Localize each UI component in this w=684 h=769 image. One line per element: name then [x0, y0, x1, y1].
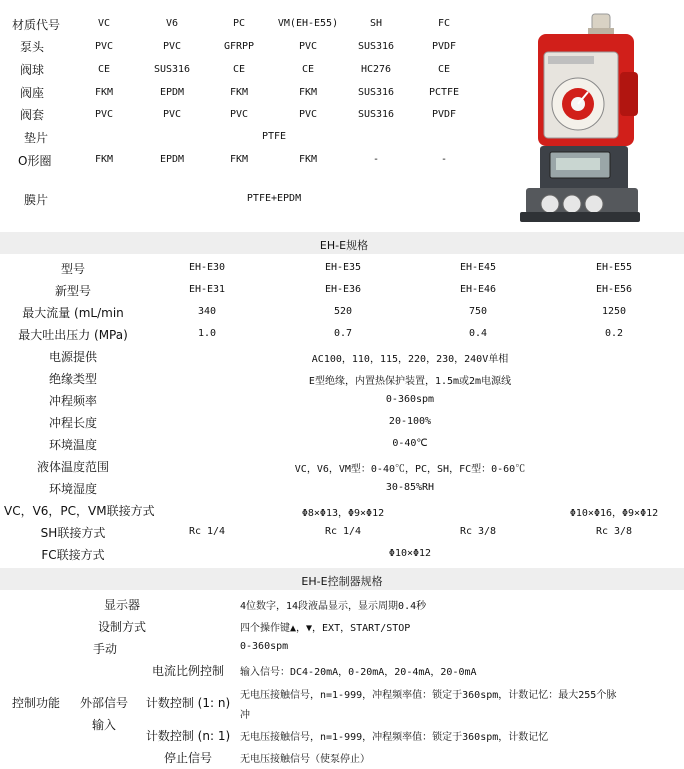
row-label-pump-head: 泵头 [20, 40, 45, 54]
row-label-gasket: 垫片 [24, 131, 49, 145]
count-1n-value-line1: 无电压接触信号，n=1-999，冲程频率值：锁定于360spm，计数记忆：最大255个脉 [240, 690, 617, 701]
power-value: AC100，110，115，220，230，240V单相 [311, 354, 509, 365]
cell: PCTFE [428, 87, 460, 98]
display-value: 4位数字，14段液晶显示，显示周期0.4秒 [240, 601, 427, 612]
humidity-value: 30-85%RH [385, 482, 435, 493]
spec-label-liquid-temp: 液体温度范围 [36, 460, 110, 474]
flow-value: 1250 [601, 306, 627, 317]
ctrl-label-current-proportional: 电流比例控制 [151, 664, 225, 678]
connection-vc-large: Φ10×Φ16，Φ9×Φ12 [569, 508, 659, 519]
pump-image [516, 12, 644, 226]
cell: PVC [162, 41, 182, 52]
pressure-value: 0.4 [468, 328, 488, 339]
insulation-value: E型绝缘，内置热保护装置，1.5m或2m电源线 [308, 376, 512, 387]
spec-label-power: 电源提供 [48, 350, 98, 364]
cell: FKM [298, 154, 318, 165]
material-code-label: 材质代号 [12, 18, 61, 32]
specs-title: EH-E规格 [319, 239, 369, 252]
pressure-value: 0.7 [333, 328, 353, 339]
cell: PVDF [431, 41, 457, 52]
new-model-e46: EH-E46 [459, 284, 497, 295]
cell: PVC [94, 41, 114, 52]
cell-gasket: PTFE [261, 131, 287, 142]
flow-value: 520 [333, 306, 353, 317]
controller-title: EH-E控制器规格 [301, 575, 383, 588]
cell: FKM [229, 87, 249, 98]
model-e45: EH-E45 [459, 262, 497, 273]
cell: GFRPP [223, 41, 255, 52]
cell: SUS316 [357, 41, 395, 52]
manual-value: 0-360spm [240, 641, 289, 652]
stop-signal-value: 无电压接触信号（使泵停止） [240, 754, 370, 765]
cell: PVC [229, 109, 249, 120]
spec-label-new-model: 新型号 [54, 284, 92, 298]
cell: HC276 [360, 64, 392, 75]
model-e35: EH-E35 [324, 262, 362, 273]
spec-label-insulation: 绝缘类型 [48, 372, 98, 386]
spec-label-stroke-frequency: 冲程频率 [48, 394, 98, 408]
pressure-value: 1.0 [197, 328, 217, 339]
specs-section [0, 254, 684, 566]
spec-label-ambient-temp: 环境温度 [48, 438, 98, 452]
code-vc: VC [97, 18, 111, 29]
spec-label-stroke-length: 冲程长度 [48, 416, 98, 430]
ambient-temp-value: 0-40℃ [392, 438, 428, 449]
cell: - [440, 154, 448, 165]
cell: CE [97, 64, 111, 75]
new-model-e36: EH-E36 [324, 284, 362, 295]
cell: FKM [298, 87, 318, 98]
cell: PVC [298, 41, 318, 52]
code-sh: SH [369, 18, 383, 29]
spec-label-humidity: 环境湿度 [48, 482, 98, 496]
materials-section [0, 0, 684, 232]
code-pc: PC [232, 18, 246, 29]
cell: SUS316 [153, 64, 191, 75]
new-model-e56: EH-E56 [595, 284, 633, 295]
stroke-frequency-value: 0-360spm [385, 394, 435, 405]
stroke-length-value: 20-100% [388, 416, 432, 427]
cell: CE [301, 64, 315, 75]
ctrl-label-count-1n: 计数控制 (1: n) [145, 696, 231, 710]
cell: PVDF [431, 109, 457, 120]
flow-value: 750 [468, 306, 488, 317]
cell: FKM [229, 154, 249, 165]
ctrl-label-external-signal: 外部信号 [79, 696, 129, 710]
ctrl-label-control-function: 控制功能 [12, 696, 61, 710]
connection-sh-value: Rc 1/4 [324, 526, 362, 537]
pressure-value: 0.2 [604, 328, 624, 339]
ctrl-label-setting: 设制方式 [97, 620, 147, 634]
code-v6: V6 [165, 18, 179, 29]
code-fc: FC [437, 18, 451, 29]
cell: EPDM [159, 154, 185, 165]
ctrl-label-stop-signal: 停止信号 [163, 751, 213, 765]
spec-label-connection-vc: VC，V6，PC，VM联接方式 [4, 504, 155, 518]
metering-pump-illustration [516, 12, 644, 226]
connection-vc-small: Φ8×Φ13，Φ9×Φ12 [301, 508, 385, 519]
ctrl-label-external-input: 输入 [91, 718, 117, 732]
spec-label-model: 型号 [60, 262, 86, 276]
spec-label-connection-sh: SH联接方式 [40, 526, 106, 540]
cell: CE [437, 64, 451, 75]
cell: - [372, 154, 380, 165]
cell: FKM [94, 154, 114, 165]
ctrl-label-display: 显示器 [103, 598, 141, 612]
cell: PVC [298, 109, 318, 120]
spec-label-max-pressure: 最大吐出压力 (MPa) [18, 328, 128, 342]
connection-sh-value: Rc 3/8 [595, 526, 633, 537]
model-e30: EH-E30 [188, 262, 226, 273]
cell-diaphragm: PTFE+EPDM [246, 193, 302, 204]
code-vm: VM(EH-E55) [277, 18, 339, 29]
cell: SUS316 [357, 87, 395, 98]
model-e55: EH-E55 [595, 262, 633, 273]
spec-label-connection-fc: FC联接方式 [41, 548, 105, 562]
cell: SUS316 [357, 109, 395, 120]
connection-fc-value: Φ10×Φ12 [388, 548, 432, 559]
ctrl-label-count-n1: 计数控制 (n: 1) [145, 729, 231, 743]
count-n1-value: 无电压接触信号，n=1-999，冲程频率值：锁定于360spm，计数记忆 [240, 732, 549, 743]
new-model-e31: EH-E31 [188, 284, 226, 295]
spec-label-max-flow: 最大流量 (mL/min [22, 306, 124, 320]
ctrl-label-manual: 手动 [92, 642, 118, 656]
cell: FKM [94, 87, 114, 98]
connection-sh-value: Rc 3/8 [459, 526, 497, 537]
cell: PVC [94, 109, 114, 120]
setting-value: 四个操作键▲，▼，EXT，START/STOP [240, 623, 411, 634]
count-1n-value-line2: 冲 [240, 710, 250, 721]
row-label-valve-seat: 阀座 [20, 86, 45, 100]
row-label-valve-sleeve: 阀套 [20, 108, 45, 122]
current-proportional-value: 输入信号：DC4-20mA，0-20mA，20-4mA，20-0mA [240, 667, 477, 678]
liquid-temp-value: VC，V6，VM型：0-40℃，PC，SH，FC型：0-60℃ [294, 464, 526, 475]
row-label-diaphragm: 膜片 [24, 193, 49, 207]
controller-section [0, 590, 684, 769]
flow-value: 340 [197, 306, 217, 317]
row-label-valve-ball: 阀球 [20, 63, 45, 77]
cell: EPDM [159, 87, 185, 98]
row-label-o-ring: O形圈 [18, 154, 52, 168]
cell: PVC [162, 109, 182, 120]
connection-sh-value: Rc 1/4 [188, 526, 226, 537]
cell: CE [232, 64, 246, 75]
